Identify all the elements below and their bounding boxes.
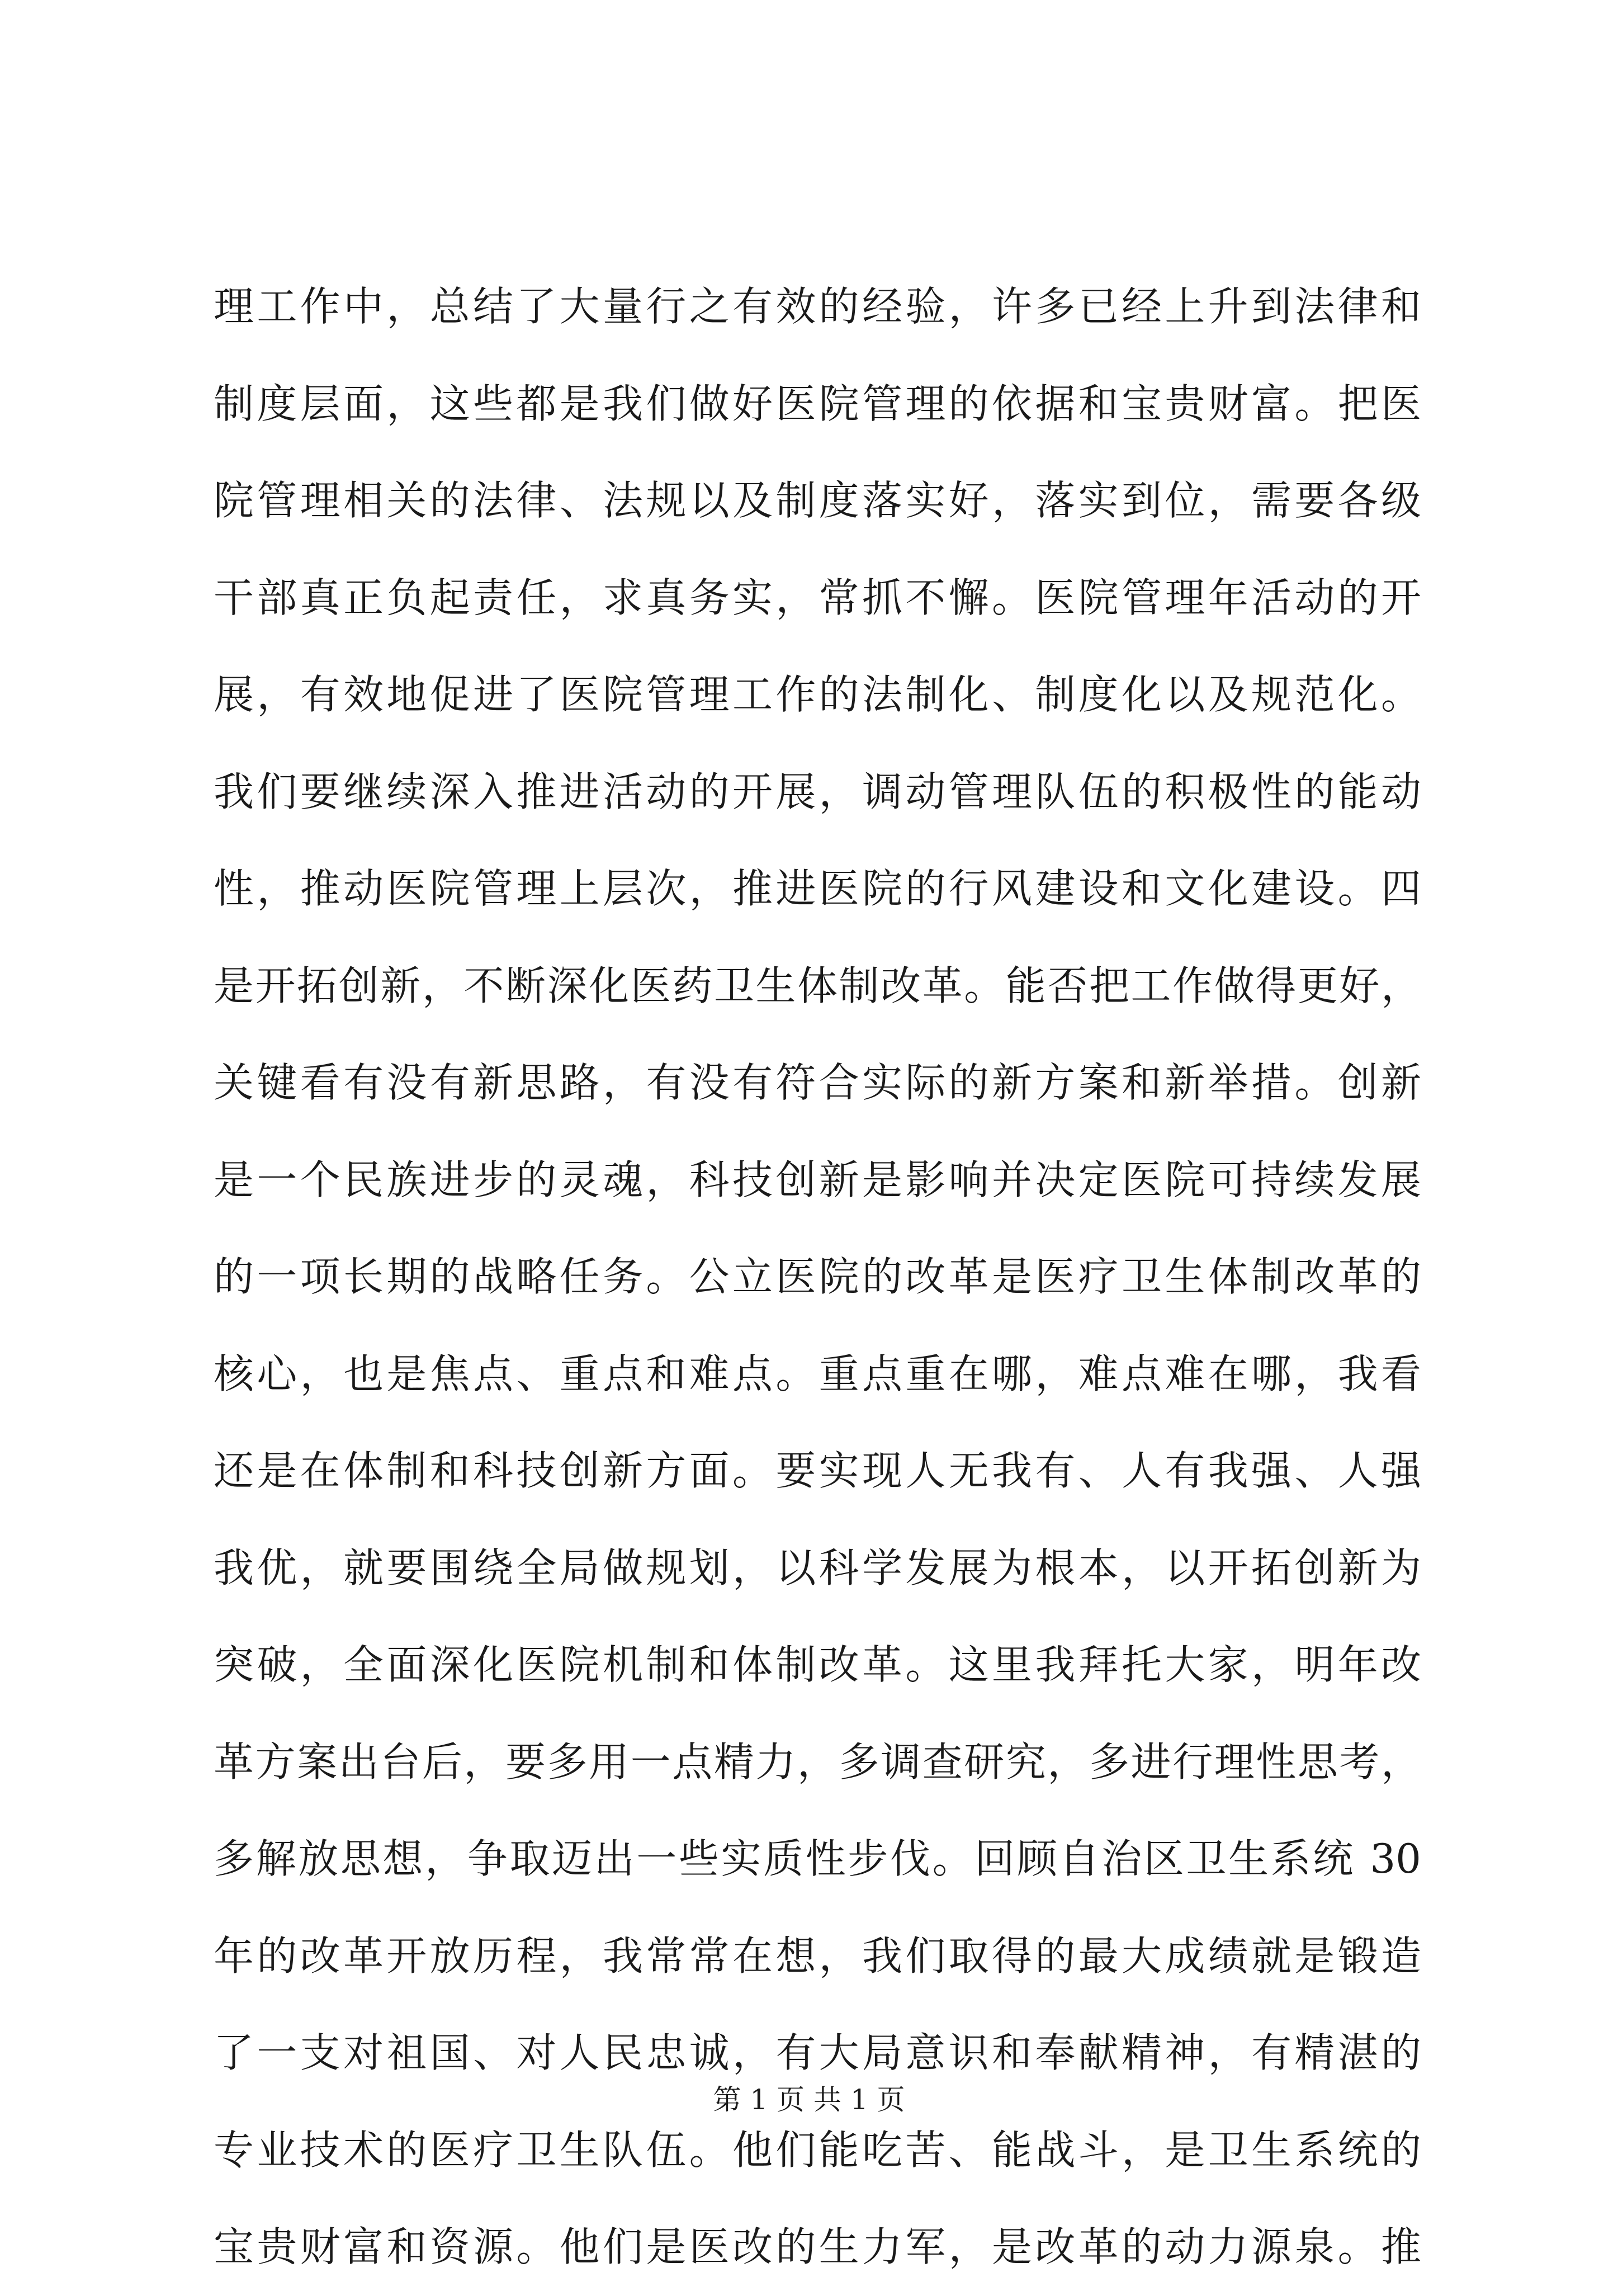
text-line: 我优，就要围绕全局做规划，以科学发展为根本，以开拓创新为 [214, 1544, 1421, 1591]
text-line: 突破，全面深化医院机制和体制改革。这里我拜托大家，明年改 [214, 1641, 1421, 1688]
text-line: 性，推动医院管理上层次，推进医院的行风建设和文化建设。四 [214, 865, 1421, 912]
text-line: 理工作中，总结了大量行之有效的经验，许多已经上升到法律和 [214, 283, 1421, 330]
body-text [214, 258, 1421, 2296]
text-line: 是开拓创新，不断深化医药卫生体制改革。能否把工作做得更好， [214, 962, 1421, 1009]
text-line: 是一个民族进步的灵魂，科技创新是影响并决定医院可持续发展 [214, 1156, 1421, 1203]
text-line: 干部真正负起责任，求真务实，常抓不懈。医院管理年活动的开 [214, 574, 1421, 621]
text-line: 还是在体制和科技创新方面。要实现人无我有、人有我强、人强 [214, 1447, 1421, 1494]
text-line: 革方案出台后，要多用一点精力，多调查研究，多进行理性思考， [214, 1738, 1421, 1785]
text-line: 院管理相关的法律、法规以及制度落实好，落实到位，需要各级 [214, 477, 1421, 524]
text-line: 核心，也是焦点、重点和难点。重点重在哪，难点难在哪，我看 [214, 1350, 1421, 1397]
text-line: 宝贵财富和资源。他们是医改的生力军，是改革的动力源泉。推 [214, 2223, 1421, 2270]
text-line: 了一支对祖国、对人民忠诚，有大局意识和奉献精神，有精湛的 [214, 2029, 1421, 2076]
text-line: 的一项长期的战略任务。公立医院的改革是医疗卫生体制改革的 [214, 1253, 1421, 1300]
text-line: 多解放思想，争取迈出一些实质性步伐。回顾自治区卫生系统 30 [214, 1835, 1421, 1882]
text-line: 关键看有没有新思路，有没有符合实际的新方案和新举措。创新 [214, 1059, 1421, 1106]
text-line: 专业技术的医疗卫生队伍。他们能吃苦、能战斗，是卫生系统的 [214, 2126, 1421, 2174]
text-line: 年的改革开放历程，我常常在想，我们取得的最大成绩就是锻造 [214, 1932, 1421, 1980]
text-line: 展，有效地促进了医院管理工作的法制化、制度化以及规范化。 [214, 671, 1421, 718]
text-line: 我们要继续深入推进活动的开展，调动管理队伍的积极性的能动 [214, 768, 1421, 815]
page-number-footer: 第 1 页 共 1 页 [713, 2084, 905, 2116]
text-line: 制度层面，这些都是我们做好医院管理的依据和宝贵财富。把医 [214, 380, 1421, 427]
